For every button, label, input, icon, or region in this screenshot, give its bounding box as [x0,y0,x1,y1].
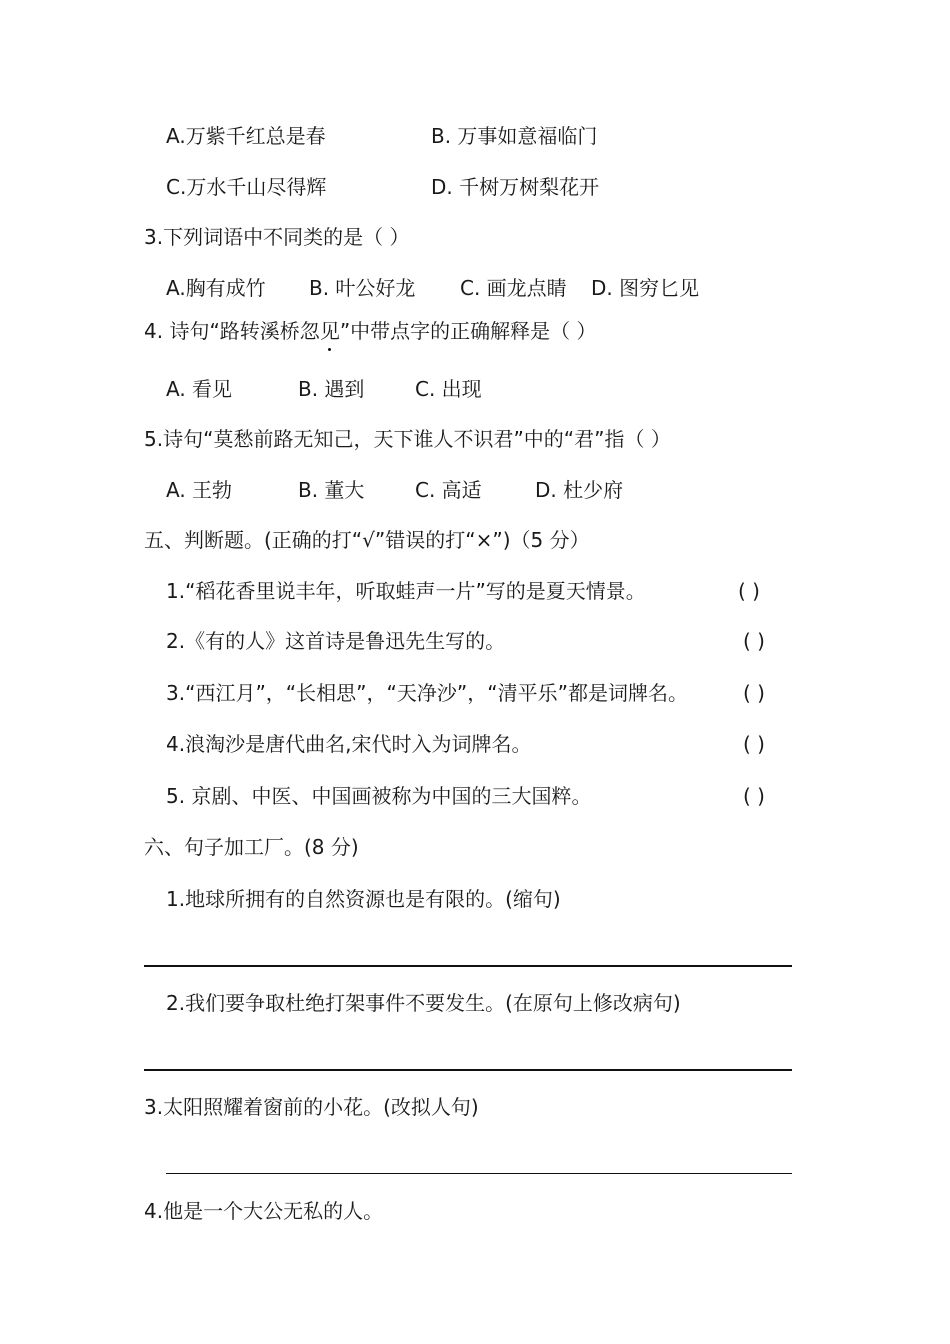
q3-stem: 3.下列词语中不同类的是（ ） [144,225,410,249]
q5-option-d: D. 杜少府 [535,478,624,502]
q3-option-d: D. 图穷匕见 [591,276,700,300]
judge-item-4: 4.浪淘沙是唐代曲名,宋代时入为词牌名。 [166,732,532,756]
judge-answer-paren-4[interactable]: ( ) [743,732,765,756]
answer-line-2[interactable] [144,1069,792,1071]
q3-option-a: A.胸有成竹 [166,276,266,300]
q5-option-a: A. 王勃 [166,478,233,502]
q4-option-b: B. 遇到 [298,377,365,401]
answer-line-3[interactable] [166,1173,792,1174]
q4-option-c: C. 出现 [415,377,482,401]
q2-option-b: B. 万事如意福临门 [431,124,598,148]
sentence-q3: 3.太阳照耀着窗前的小花。(改拟人句) [144,1095,479,1119]
judge-item-1: 1.“稻花香里说丰年，听取蛙声一片”写的是夏天情景。 [166,579,646,603]
q5-stem: 5.诗句“莫愁前路无知己，天下谁人不识君”中的“君”指（ ） [144,427,671,451]
q5-option-b: B. 董大 [298,478,365,502]
q2-option-c: C.万水千山尽得辉 [166,175,327,199]
q3-option-c: C. 画龙点睛 [460,276,567,300]
judge-answer-paren-3[interactable]: ( ) [743,681,765,705]
q5-option-c: C. 高适 [415,478,482,502]
sentence-q1: 1.地球所拥有的自然资源也是有限的。(缩句) [166,887,561,911]
answer-line-1[interactable] [144,965,792,967]
q3-option-b: B. 叶公好龙 [309,276,416,300]
section6-heading: 六、句子加工厂。(8 分) [144,835,359,859]
section5-heading: 五、判断题。(正确的打“√”错误的打“×”)（5 分） [144,528,590,552]
q2-option-d: D. 千树万树梨花开 [431,175,600,199]
judge-answer-paren-5[interactable]: ( ) [743,784,765,808]
q4-stem [144,317,597,345]
q4-option-a: A. 看见 [166,377,233,401]
sentence-q2: 2.我们要争取杜绝打架事件不要发生。(在原句上修改病句) [166,991,681,1015]
q4-stem-after: ”中带点字的正确解释是（ ） [339,319,597,343]
judge-answer-paren-1[interactable]: ( ) [738,579,760,603]
judge-answer-paren-2[interactable]: ( ) [743,629,765,653]
judge-item-5: 5. 京剧、中医、中国画被称为中国的三大国粹。 [166,784,592,808]
q2-option-a: A.万紫千红总是春 [166,124,326,148]
q4-stem-before: 4. 诗句“路转溪桥忽 [144,319,320,343]
judge-item-2: 2.《有的人》这首诗是鲁迅先生写的。 [166,629,506,653]
q4-stem-dotted-char: 见 [319,319,340,343]
judge-item-3: 3.“西江月”，“长相思”，“天净沙”，“清平乐”都是词牌名。 [166,681,688,705]
sentence-q4: 4.他是一个大公无私的人。 [144,1199,384,1223]
